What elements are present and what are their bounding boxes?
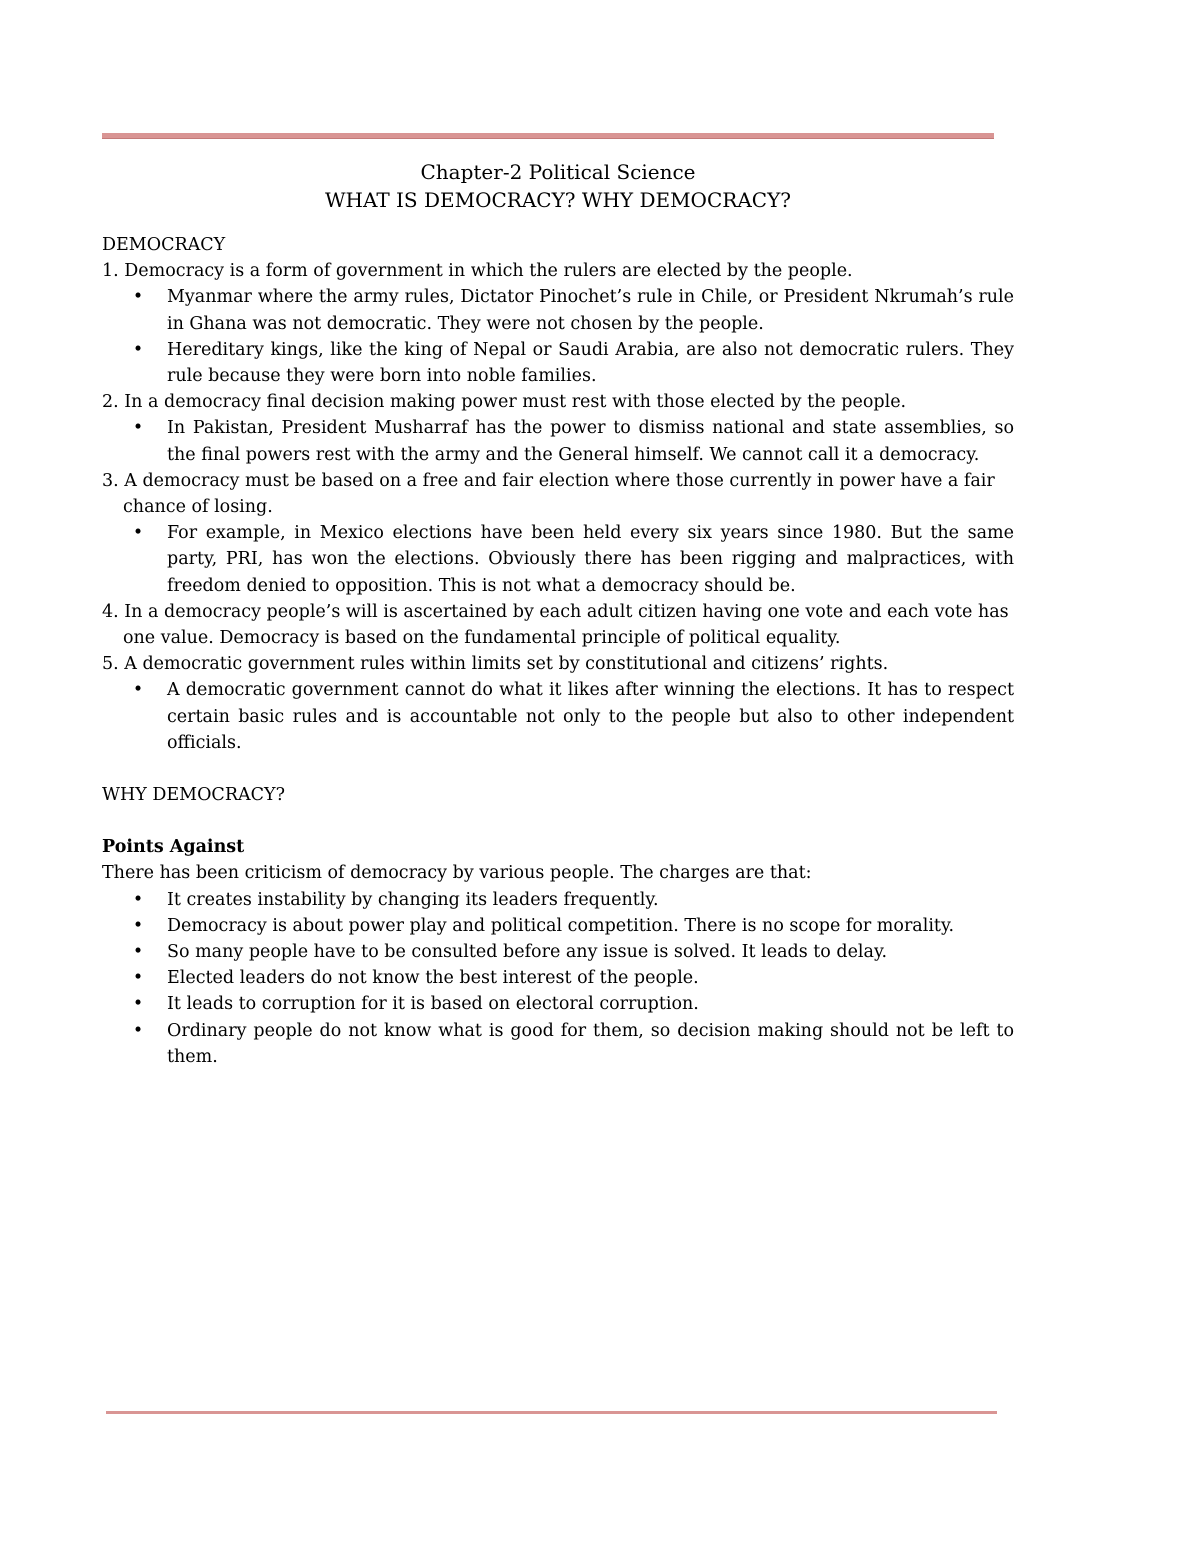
bullet-list bbox=[102, 284, 1014, 389]
bullet-icon: • bbox=[132, 1020, 144, 1041]
numbered-point: 4. In a democracy people’s will is ascertained by each adult citizen having one vote and each vote has one value. Democracy is based on the fundamental principle of political equality. bbox=[102, 601, 1009, 649]
footer-rule bbox=[106, 1411, 997, 1414]
bullet-icon: • bbox=[132, 915, 144, 936]
bullet-list bbox=[102, 520, 1014, 599]
bullet-icon: • bbox=[132, 339, 144, 360]
bullet-item: • It leads to corruption for it is based on electoral corruption. bbox=[102, 991, 1014, 1017]
numbered-point: 5. A democratic government rules within limits set by constitutional and citizens’ rights. bbox=[102, 654, 889, 675]
bullet-list bbox=[102, 677, 1014, 756]
intro-paragraph: There has been criticism of democracy by various people. The charges are that: bbox=[102, 863, 812, 884]
chapter-title: Chapter-2 Political Science bbox=[420, 160, 696, 184]
numbered-point: 1. Democracy is a form of government in which the rulers are elected by the people. bbox=[102, 261, 853, 282]
bullet-item: • Democracy is about power play and political competition. There is no scope for morality. bbox=[102, 913, 1014, 939]
spacer bbox=[102, 756, 1014, 782]
bullet-item: • Ordinary people do not know what is good for them, so decision making should not be left to them. bbox=[102, 1018, 1014, 1070]
spacer bbox=[102, 808, 1014, 834]
bullet-icon: • bbox=[132, 287, 144, 308]
bullet-icon: • bbox=[132, 994, 144, 1015]
bullet-icon: • bbox=[132, 418, 144, 439]
bullet-item: • For example, in Mexico elections have been held every six years since 1980. But the same party, PRI, has won the elections. Obviously there has been rigging and malpractices, with freedom denied to opposition. This is not what a democracy should be. bbox=[102, 520, 1014, 599]
bullet-item: • In Pakistan, President Musharraf has the power to dismiss national and state assemblies, so the final powers rest with the army and the General himself. We cannot call it a democracy. bbox=[102, 415, 1014, 467]
header-rule bbox=[102, 133, 994, 139]
bullet-item: • Myanmar where the army rules, Dictator Pinochet’s rule in Chile, or President Nkrumah’s rule in Ghana was not democratic. They were not chosen by the people. bbox=[102, 284, 1014, 336]
numbered-point: 3. A democracy must be based on a free and fair election where those currently in power have a fair chance of losing. bbox=[102, 470, 995, 518]
bullet-item: • It creates instability by changing its leaders frequently. bbox=[102, 887, 1014, 913]
bullet-icon: • bbox=[132, 680, 144, 701]
section-heading-democracy: DEMOCRACY bbox=[102, 235, 226, 255]
numbered-point: 2. In a democracy final decision making power must rest with those elected by the people. bbox=[102, 392, 907, 413]
bullet-list bbox=[102, 415, 1014, 467]
subheading-points-against: Points Against bbox=[102, 837, 245, 858]
bullet-item: • Elected leaders do not know the best interest of the people. bbox=[102, 965, 1014, 991]
document-body bbox=[102, 158, 1014, 1070]
bullet-item: • So many people have to be consulted before any issue is solved. It leads to delay. bbox=[102, 939, 1014, 965]
bullet-list-criticisms bbox=[102, 887, 1014, 1070]
bullet-item: • Hereditary kings, like the king of Nepal or Saudi Arabia, are also not democratic rulers. They rule because they were born into noble families. bbox=[102, 337, 1014, 389]
bullet-icon: • bbox=[132, 523, 144, 544]
page-title: WHAT IS DEMOCRACY? WHY DEMOCRACY? bbox=[324, 188, 791, 212]
section-heading-why-democracy: WHY DEMOCRACY? bbox=[102, 785, 285, 806]
bullet-icon: • bbox=[132, 968, 144, 989]
bullet-icon: • bbox=[132, 942, 144, 963]
bullet-icon: • bbox=[132, 889, 144, 910]
bullet-item: • A democratic government cannot do what it likes after winning the elections. It has to respect certain basic rules and is accountable not only to the people but also to other independent officials. bbox=[102, 677, 1014, 756]
